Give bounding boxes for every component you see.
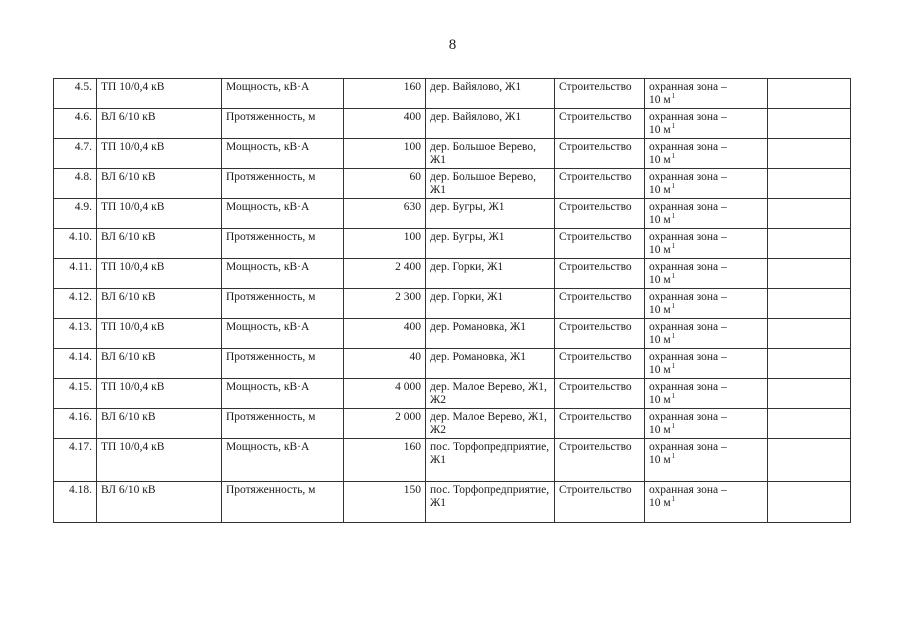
zone-value: 10 м — [649, 154, 671, 166]
location-cell: дер. Малое Верево, Ж1, Ж2 — [426, 379, 555, 409]
protection-zone-cell — [645, 169, 768, 199]
parameter-cell: Мощность, кВ·А — [222, 379, 344, 409]
object-cell: ТП 10/0,4 кВ — [97, 379, 222, 409]
protection-zone-cell — [645, 379, 768, 409]
zone-value: 10 м — [649, 454, 671, 466]
row-number-cell: 4.16. — [54, 409, 97, 439]
zone-footnote-mark: 1 — [671, 392, 676, 401]
zone-value: 10 м — [649, 244, 671, 256]
parameter-cell: Мощность, кВ·А — [222, 259, 344, 289]
zone-text: охранная зона – — [649, 81, 727, 93]
zone-footnote-mark: 1 — [671, 452, 676, 461]
table-row — [54, 169, 851, 199]
object-cell: ВЛ 6/10 кВ — [97, 169, 222, 199]
zone-footnote-mark: 1 — [671, 242, 676, 251]
parameter-cell: Протяженность, м — [222, 482, 344, 523]
location-cell: дер. Вайялово, Ж1 — [426, 109, 555, 139]
zone-value: 10 м — [649, 424, 671, 436]
work-type-cell: Строительство — [555, 109, 645, 139]
row-number-cell: 4.12. — [54, 289, 97, 319]
value-cell: 60 — [344, 169, 426, 199]
object-cell: ТП 10/0,4 кВ — [97, 259, 222, 289]
zone-footnote-mark: 1 — [671, 332, 676, 341]
object-cell: ВЛ 6/10 кВ — [97, 109, 222, 139]
parameter-cell: Мощность, кВ·А — [222, 199, 344, 229]
protection-zone-cell — [645, 482, 768, 523]
row-number-cell: 4.8. — [54, 169, 97, 199]
zone-footnote-mark: 1 — [671, 302, 676, 311]
value-cell: 400 — [344, 319, 426, 349]
zone-value: 10 м — [649, 394, 671, 406]
zone-value: 10 м — [649, 214, 671, 226]
zone-value: 10 м — [649, 497, 671, 509]
protection-zone-cell — [645, 229, 768, 259]
table-row — [54, 349, 851, 379]
work-type-cell: Строительство — [555, 169, 645, 199]
parameter-cell: Мощность, кВ·А — [222, 139, 344, 169]
work-type-cell: Строительство — [555, 259, 645, 289]
table-row — [54, 199, 851, 229]
zone-value: 10 м — [649, 304, 671, 316]
row-number-cell: 4.14. — [54, 349, 97, 379]
row-number-cell: 4.9. — [54, 199, 97, 229]
zone-text: охранная зона – — [649, 141, 727, 153]
zone-footnote-mark: 1 — [671, 362, 676, 371]
parameter-cell: Мощность, кВ·А — [222, 319, 344, 349]
table-row — [54, 319, 851, 349]
zone-value: 10 м — [649, 334, 671, 346]
facilities-table — [53, 78, 851, 523]
value-cell: 160 — [344, 79, 426, 109]
table-row — [54, 79, 851, 109]
zone-value: 10 м — [649, 94, 671, 106]
row-number-cell: 4.10. — [54, 229, 97, 259]
parameter-cell: Мощность, кВ·А — [222, 79, 344, 109]
note-cell — [768, 439, 851, 482]
object-cell: ВЛ 6/10 кВ — [97, 289, 222, 319]
protection-zone-cell — [645, 139, 768, 169]
table-row — [54, 139, 851, 169]
work-type-cell: Строительство — [555, 139, 645, 169]
zone-text: охранная зона – — [649, 291, 727, 303]
note-cell — [768, 229, 851, 259]
zone-text: охранная зона – — [649, 261, 727, 273]
table-row — [54, 229, 851, 259]
value-cell: 40 — [344, 349, 426, 379]
object-cell: ТП 10/0,4 кВ — [97, 439, 222, 482]
row-number-cell: 4.11. — [54, 259, 97, 289]
object-cell: ВЛ 6/10 кВ — [97, 482, 222, 523]
note-cell — [768, 319, 851, 349]
value-cell: 160 — [344, 439, 426, 482]
object-cell: ВЛ 6/10 кВ — [97, 349, 222, 379]
work-type-cell: Строительство — [555, 409, 645, 439]
zone-footnote-mark: 1 — [671, 212, 676, 221]
object-cell: ТП 10/0,4 кВ — [97, 199, 222, 229]
object-cell: ТП 10/0,4 кВ — [97, 139, 222, 169]
page-number: 8 — [448, 37, 457, 53]
value-cell: 150 — [344, 482, 426, 523]
parameter-cell: Протяженность, м — [222, 409, 344, 439]
note-cell — [768, 139, 851, 169]
protection-zone-cell — [645, 349, 768, 379]
zone-footnote-mark: 1 — [671, 152, 676, 161]
protection-zone-cell — [645, 79, 768, 109]
object-cell: ТП 10/0,4 кВ — [97, 79, 222, 109]
zone-value: 10 м — [649, 124, 671, 136]
table-row — [54, 409, 851, 439]
parameter-cell: Протяженность, м — [222, 169, 344, 199]
location-cell: дер. Романовка, Ж1 — [426, 319, 555, 349]
note-cell — [768, 289, 851, 319]
work-type-cell: Строительство — [555, 482, 645, 523]
row-number-cell: 4.7. — [54, 139, 97, 169]
note-cell — [768, 379, 851, 409]
value-cell: 2 400 — [344, 259, 426, 289]
location-cell: дер. Бугры, Ж1 — [426, 229, 555, 259]
note-cell — [768, 199, 851, 229]
location-cell: пос. Торфопредприятие, Ж1 — [426, 482, 555, 523]
protection-zone-cell — [645, 319, 768, 349]
table-row — [54, 289, 851, 319]
note-cell — [768, 109, 851, 139]
zone-text: охранная зона – — [649, 171, 727, 183]
work-type-cell: Строительство — [555, 439, 645, 482]
row-number-cell: 4.18. — [54, 482, 97, 523]
zone-value: 10 м — [649, 274, 671, 286]
work-type-cell: Строительство — [555, 379, 645, 409]
value-cell: 630 — [344, 199, 426, 229]
object-cell: ВЛ 6/10 кВ — [97, 409, 222, 439]
parameter-cell: Протяженность, м — [222, 109, 344, 139]
protection-zone-cell — [645, 289, 768, 319]
location-cell: дер. Малое Верево, Ж1, Ж2 — [426, 409, 555, 439]
value-cell: 100 — [344, 139, 426, 169]
zone-footnote-mark: 1 — [671, 92, 676, 101]
parameter-cell: Протяженность, м — [222, 289, 344, 319]
protection-zone-cell — [645, 259, 768, 289]
zone-text: охранная зона – — [649, 201, 727, 213]
note-cell — [768, 169, 851, 199]
row-number-cell: 4.6. — [54, 109, 97, 139]
zone-value: 10 м — [649, 184, 671, 196]
work-type-cell: Строительство — [555, 289, 645, 319]
work-type-cell: Строительство — [555, 349, 645, 379]
work-type-cell: Строительство — [555, 319, 645, 349]
value-cell: 2 000 — [344, 409, 426, 439]
zone-footnote-mark: 1 — [671, 422, 676, 431]
row-number-cell: 4.15. — [54, 379, 97, 409]
parameter-cell: Протяженность, м — [222, 229, 344, 259]
zone-text: охранная зона – — [649, 484, 727, 496]
zone-text: охранная зона – — [649, 111, 727, 123]
zone-value: 10 м — [649, 364, 671, 376]
value-cell: 100 — [344, 229, 426, 259]
zone-text: охранная зона – — [649, 321, 727, 333]
row-number-cell: 4.17. — [54, 439, 97, 482]
zone-text: охранная зона – — [649, 411, 727, 423]
row-number-cell: 4.13. — [54, 319, 97, 349]
protection-zone-cell — [645, 439, 768, 482]
table-row — [54, 379, 851, 409]
table-body — [54, 79, 851, 523]
location-cell: пос. Торфопредприятие, Ж1 — [426, 439, 555, 482]
object-cell: ВЛ 6/10 кВ — [97, 229, 222, 259]
object-cell: ТП 10/0,4 кВ — [97, 319, 222, 349]
zone-text: охранная зона – — [649, 381, 727, 393]
row-number-cell: 4.5. — [54, 79, 97, 109]
location-cell: дер. Большое Верево, Ж1 — [426, 169, 555, 199]
protection-zone-cell — [645, 199, 768, 229]
protection-zone-cell — [645, 109, 768, 139]
zone-text: охранная зона – — [649, 351, 727, 363]
location-cell: дер. Большое Верево, Ж1 — [426, 139, 555, 169]
table-row — [54, 439, 851, 482]
value-cell: 2 300 — [344, 289, 426, 319]
location-cell: дер. Вайялово, Ж1 — [426, 79, 555, 109]
location-cell: дер. Романовка, Ж1 — [426, 349, 555, 379]
table-row — [54, 109, 851, 139]
zone-footnote-mark: 1 — [671, 182, 676, 191]
work-type-cell: Строительство — [555, 79, 645, 109]
value-cell: 4 000 — [344, 379, 426, 409]
parameter-cell: Протяженность, м — [222, 349, 344, 379]
note-cell — [768, 259, 851, 289]
work-type-cell: Строительство — [555, 229, 645, 259]
value-cell: 400 — [344, 109, 426, 139]
zone-text: охранная зона – — [649, 231, 727, 243]
zone-text: охранная зона – — [649, 441, 727, 453]
protection-zone-cell — [645, 409, 768, 439]
zone-footnote-mark: 1 — [671, 495, 676, 504]
table-row — [54, 482, 851, 523]
note-cell — [768, 79, 851, 109]
location-cell: дер. Горки, Ж1 — [426, 289, 555, 319]
note-cell — [768, 482, 851, 523]
note-cell — [768, 349, 851, 379]
location-cell: дер. Бугры, Ж1 — [426, 199, 555, 229]
table-row — [54, 259, 851, 289]
work-type-cell: Строительство — [555, 199, 645, 229]
parameter-cell: Мощность, кВ·А — [222, 439, 344, 482]
zone-footnote-mark: 1 — [671, 272, 676, 281]
location-cell: дер. Горки, Ж1 — [426, 259, 555, 289]
note-cell — [768, 409, 851, 439]
zone-footnote-mark: 1 — [671, 122, 676, 131]
